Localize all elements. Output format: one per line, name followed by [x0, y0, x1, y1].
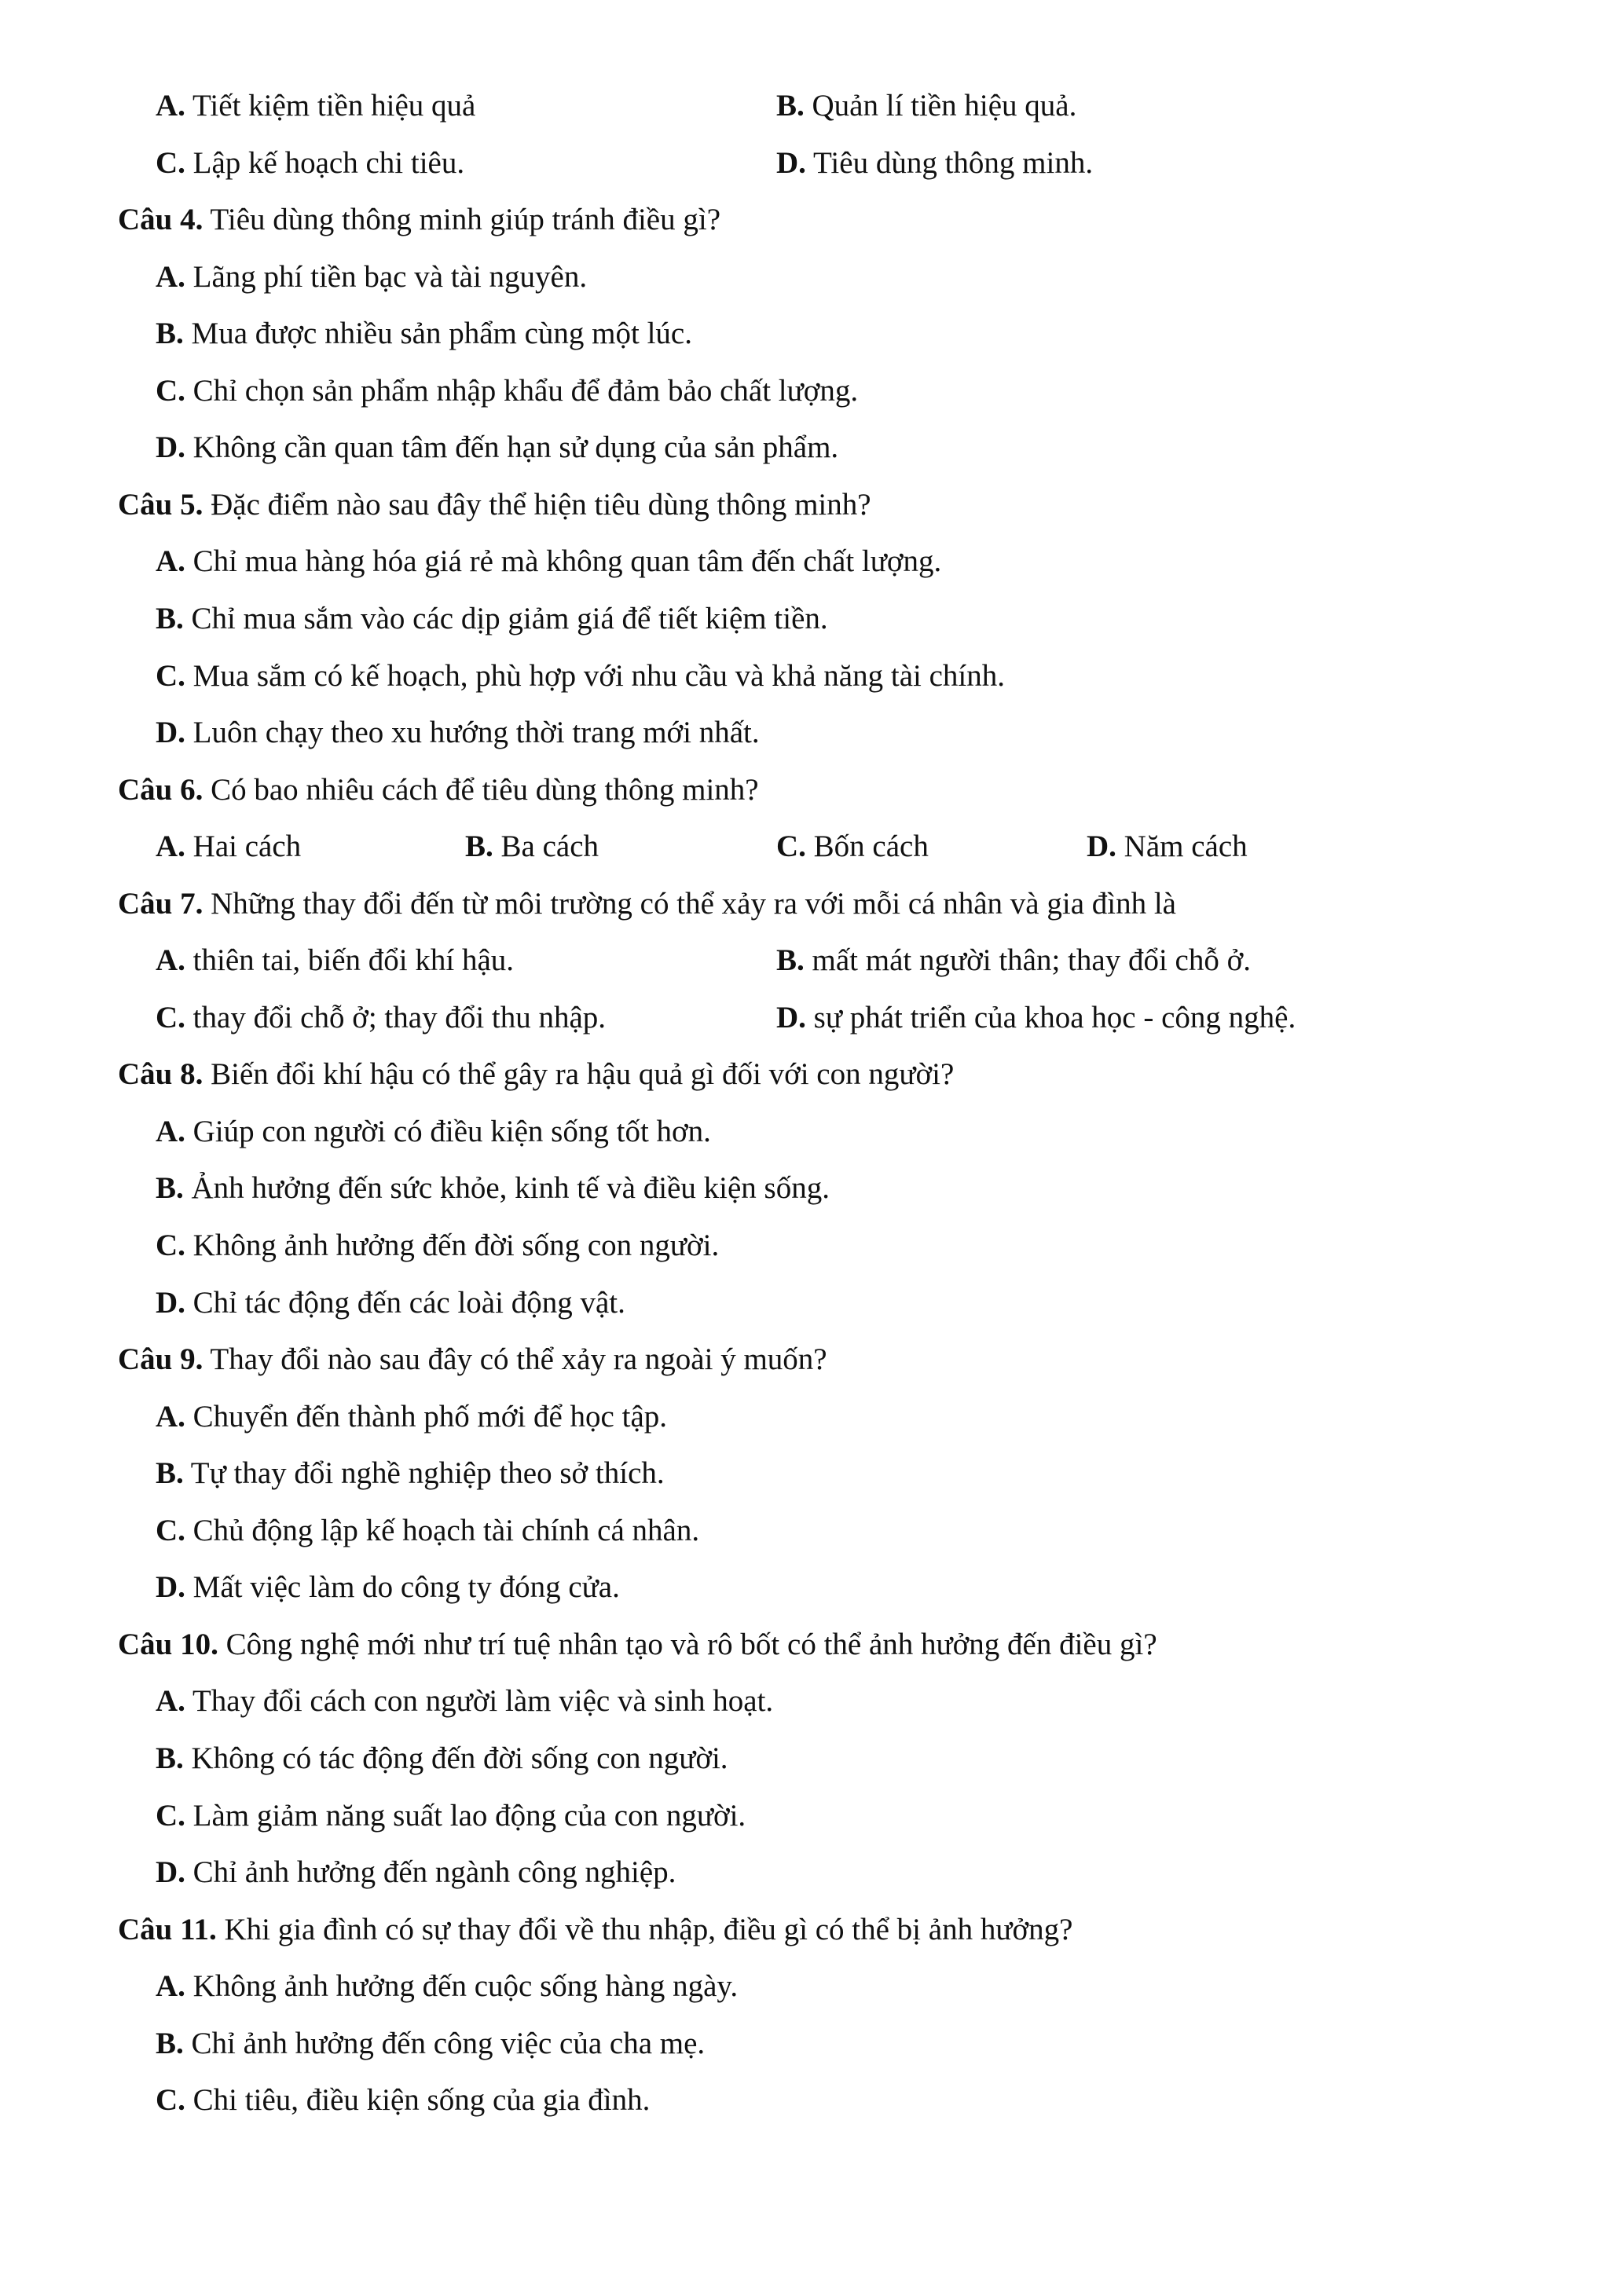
answer-option-label: A. [156, 1969, 185, 2003]
option-row [0, 990, 1624, 1046]
answer-option-label: D. [156, 1855, 185, 1889]
option-line [0, 1730, 1624, 1787]
answer-option [156, 591, 828, 647]
answer-option [156, 705, 760, 761]
answer-option [156, 1160, 830, 1217]
question-line [0, 1046, 1624, 1103]
option-line [0, 2072, 1624, 2129]
answer-option-text: Không ảnh hưởng đến cuộc sống hàng ngày. [185, 1969, 739, 2003]
answer-option-label: D. [156, 430, 185, 464]
answer-option-label: A. [156, 260, 185, 294]
answer-option [465, 818, 599, 875]
answer-option [156, 1673, 773, 1730]
answer-option-text: Giúp con người có điều kiện sống tốt hơn. [185, 1115, 711, 1148]
question [118, 1331, 827, 1388]
answer-option-text: sự phát triển của khoa học - công nghệ. [805, 1001, 1296, 1034]
answer-option [156, 533, 941, 590]
answer-option-label: A. [156, 829, 185, 863]
answer-option-label: C. [156, 2083, 185, 2117]
answer-option-label: C. [776, 829, 806, 863]
answer-option-text: Ba cách [493, 829, 599, 863]
question-line [0, 192, 1624, 248]
answer-option [156, 135, 464, 192]
question [118, 477, 871, 533]
answer-option-text: Không cần quan tâm đến hạn sử dụng của sản phẩm. [185, 430, 839, 464]
answer-option [156, 648, 1005, 705]
answer-option-label: A. [156, 1115, 185, 1148]
answer-option-text: Tiết kiệm tiền hiệu quả [185, 89, 476, 123]
answer-option-text: Luôn chạy theo xu hướng thời trang mới nhất. [185, 716, 760, 749]
answer-option-label: D. [156, 1570, 185, 1604]
question-line [0, 1902, 1624, 1958]
answer-option [776, 818, 929, 875]
answer-option-text: Chi tiêu, điều kiện sống của gia đình. [185, 2083, 651, 2117]
question-label: Câu 6. [118, 773, 203, 807]
answer-option-label: A. [156, 544, 185, 578]
answer-option-label: A. [156, 943, 185, 977]
answer-option-label: B. [156, 1741, 184, 1775]
answer-option-label: C. [156, 374, 185, 408]
question-label: Câu 9. [118, 1342, 203, 1376]
question-text: Tiêu dùng thông minh giúp tránh điều gì? [203, 203, 721, 236]
answer-option [156, 932, 514, 989]
answer-option [156, 2072, 650, 2129]
question-label: Câu 11. [118, 1913, 217, 1946]
answer-option [156, 1104, 711, 1160]
question-line [0, 477, 1624, 533]
answer-option [156, 306, 692, 362]
answer-option-text: Năm cách [1116, 829, 1248, 863]
answer-option-text: thiên tai, biến đổi khí hậu. [185, 943, 515, 977]
answer-option [156, 1788, 746, 1844]
answer-option-text: Thay đổi cách con người làm việc và sinh hoạt. [185, 1684, 774, 1718]
option-line [0, 1958, 1624, 2015]
answer-option-label: D. [156, 1286, 185, 1320]
question [118, 876, 1176, 932]
option-row [0, 135, 1624, 192]
question-text: Biến đổi khí hậu có thể gây ra hậu quả gì đối với con người? [203, 1057, 955, 1091]
answer-option-label: D. [776, 146, 806, 180]
question-line [0, 762, 1624, 818]
option-line [0, 306, 1624, 362]
answer-option-label: D. [776, 1001, 806, 1034]
question-text: Có bao nhiêu cách để tiêu dùng thông minh? [203, 773, 759, 807]
answer-option-label: C. [156, 659, 185, 693]
question [118, 1617, 1157, 1673]
option-line [0, 1559, 1624, 1616]
answer-option [156, 249, 587, 306]
question-line [0, 1617, 1624, 1673]
answer-option [156, 818, 301, 875]
answer-option-text: Chuyển đến thành phố mới để học tập. [185, 1400, 668, 1434]
answer-option-text: Chỉ mua sắm vào các dịp giảm giá để tiết kiệm tiền. [183, 602, 828, 635]
answer-option [156, 1275, 625, 1331]
question-label: Câu 4. [118, 203, 203, 236]
option-line [0, 705, 1624, 761]
answer-option-label: C. [156, 1514, 185, 1547]
answer-option [156, 1445, 665, 1502]
answer-option [776, 135, 1093, 192]
option-line [0, 2016, 1624, 2072]
answer-option [776, 78, 1076, 134]
answer-option [156, 2016, 705, 2072]
answer-option-label: A. [156, 89, 185, 123]
question-text: Những thay đổi đến từ môi trường có thể xảy ra với mỗi cá nhân và gia đình là [203, 887, 1176, 921]
answer-option-text: Không ảnh hưởng đến đời sống con người. [185, 1229, 720, 1262]
answer-option-text: Ảnh hưởng đến sức khỏe, kinh tế và điều kiện sống. [183, 1171, 830, 1205]
answer-option-text: Chỉ tác động đến các loài động vật. [185, 1286, 625, 1320]
option-row [0, 932, 1624, 989]
answer-option-label: B. [156, 602, 184, 635]
answer-option [776, 990, 1296, 1046]
answer-option-text: Chỉ ảnh hưởng đến ngành công nghiệp. [185, 1855, 676, 1889]
answer-option-label: B. [776, 943, 805, 977]
answer-option-text: Tự thay đổi nghề nghiệp theo sở thích. [183, 1456, 665, 1490]
answer-option-text: Quản lí tiền hiệu quả. [804, 89, 1077, 123]
option-line [0, 249, 1624, 306]
option-row [0, 818, 1624, 875]
answer-option-text: Tiêu dùng thông minh. [805, 146, 1094, 180]
answer-option [156, 78, 475, 134]
answer-option-label: B. [156, 317, 184, 350]
option-line [0, 533, 1624, 590]
option-line [0, 1445, 1624, 1502]
answer-option-text: Không có tác động đến đời sống con người. [183, 1741, 728, 1775]
question-text: Thay đổi nào sau đây có thể xảy ra ngoài ý muốn? [203, 1342, 827, 1376]
answer-option [156, 990, 606, 1046]
option-line [0, 1160, 1624, 1217]
option-line [0, 419, 1624, 476]
option-line [0, 1673, 1624, 1730]
answer-option-text: Chủ động lập kế hoạch tài chính cá nhân. [185, 1514, 700, 1547]
question-text: Khi gia đình có sự thay đổi về thu nhập, điều gì có thể bị ảnh hưởng? [216, 1913, 1073, 1946]
answer-option-text: Chỉ chọn sản phẩm nhập khẩu để đảm bảo chất lượng. [185, 374, 859, 408]
answer-option [156, 1844, 676, 1901]
answer-option-text: Mua được nhiều sản phẩm cùng một lúc. [183, 317, 692, 350]
answer-option-label: B. [465, 829, 493, 863]
answer-option [156, 1389, 667, 1445]
question-label: Câu 10. [118, 1628, 218, 1661]
answer-option-text: Bốn cách [805, 829, 929, 863]
answer-option-text: Lãng phí tiền bạc và tài nguyên. [185, 260, 588, 294]
answer-option-label: C. [156, 1229, 185, 1262]
answer-option [156, 419, 838, 476]
option-line [0, 363, 1624, 419]
answer-option-label: B. [156, 1456, 184, 1490]
answer-option-label: C. [156, 1001, 185, 1034]
answer-option-label: B. [776, 89, 805, 123]
question [118, 1902, 1072, 1958]
answer-option-text: Mất việc làm do công ty đóng cửa. [185, 1570, 620, 1604]
question [118, 1046, 954, 1103]
answer-option [156, 1958, 738, 2015]
question-label: Câu 8. [118, 1057, 203, 1091]
option-line [0, 1389, 1624, 1445]
question-line [0, 1331, 1624, 1388]
answer-option-label: D. [156, 716, 185, 749]
question-line [0, 876, 1624, 932]
answer-option-text: Lập kế hoạch chi tiêu. [185, 146, 465, 180]
answer-option-text: Chỉ mua hàng hóa giá rẻ mà không quan tâm đến chất lượng. [185, 544, 942, 578]
answer-option-label: C. [156, 1799, 185, 1833]
option-line [0, 1844, 1624, 1901]
answer-option-label: A. [156, 1684, 185, 1718]
option-line [0, 1503, 1624, 1559]
option-line [0, 1104, 1624, 1160]
question-label: Câu 7. [118, 887, 203, 921]
option-line [0, 648, 1624, 705]
question [118, 762, 759, 818]
answer-option-label: B. [156, 2027, 184, 2060]
answer-option-text: thay đổi chỗ ở; thay đổi thu nhập. [185, 1001, 607, 1034]
option-line [0, 1275, 1624, 1331]
question-text: Công nghệ mới như trí tuệ nhân tạo và rô bốt có thể ảnh hưởng đến điều gì? [218, 1628, 1157, 1661]
option-line [0, 1788, 1624, 1844]
answer-option-label: B. [156, 1171, 184, 1205]
answer-option-text: Làm giảm năng suất lao động của con người. [185, 1799, 746, 1833]
answer-option [776, 932, 1251, 989]
answer-option-text: Hai cách [185, 829, 302, 863]
answer-option-label: D. [1087, 829, 1116, 863]
question-label: Câu 5. [118, 488, 203, 522]
question [118, 192, 720, 248]
option-line [0, 1218, 1624, 1274]
answer-option [1087, 818, 1248, 875]
answer-option [156, 1218, 719, 1274]
option-row [0, 78, 1624, 134]
option-line [0, 591, 1624, 647]
answer-option-label: A. [156, 1400, 185, 1434]
answer-option-label: C. [156, 146, 185, 180]
question-text: Đặc điểm nào sau đây thể hiện tiêu dùng thông minh? [203, 488, 871, 522]
answer-option [156, 1559, 620, 1616]
answer-option-text: mất mát người thân; thay đổi chỗ ở. [804, 943, 1251, 977]
answer-option-text: Mua sắm có kế hoạch, phù hợp với nhu cầu và khả năng tài chính. [185, 659, 1005, 693]
answer-option [156, 1503, 699, 1559]
answer-option-text: Chỉ ảnh hưởng đến công việc của cha mẹ. [183, 2027, 706, 2060]
answer-option [156, 363, 858, 419]
answer-option [156, 1730, 728, 1787]
